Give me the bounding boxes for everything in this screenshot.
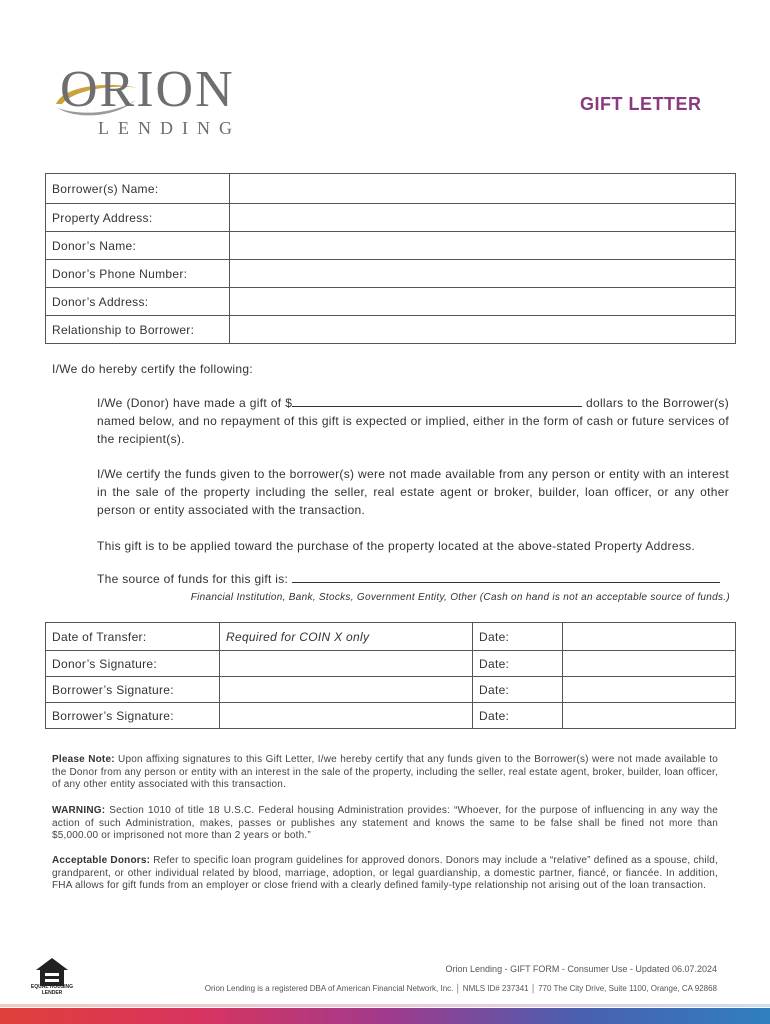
- table-row: [46, 260, 736, 288]
- borrower-info-table: [45, 173, 736, 344]
- property-address-field[interactable]: [230, 204, 736, 232]
- date-label: Date:: [473, 623, 563, 651]
- date-label: Date:: [473, 703, 563, 729]
- logo-wordmark: ORION: [60, 61, 235, 118]
- field-label: Donor’s Signature:: [46, 651, 220, 677]
- source-of-funds-hint: Financial Institution, Bank, Stocks, Government Entity, Other (Cash on hand is not an acceptable source of funds.): [190, 592, 730, 603]
- donor-address-field[interactable]: [230, 288, 736, 316]
- donor-phone-field[interactable]: [230, 260, 736, 288]
- field-label: Property Address:: [46, 204, 230, 232]
- date-field[interactable]: [563, 651, 736, 677]
- field-label: Borrower’s Signature:: [46, 703, 220, 729]
- borrower-name-field[interactable]: [230, 174, 736, 204]
- table-row: [46, 623, 736, 651]
- note-body: Upon affixing signatures to this Gift Letter, I/we hereby certify that any funds given to the Borrower(s) were not made available to the Donor from any person or entity with an interest in the sale of the property, including the seller, real estate agent, broker, builder, loan officer, of any other entity associated with this transaction.: [52, 754, 718, 790]
- gift-amount-prefix: I/We (Donor) have made a gift of $: [97, 396, 293, 410]
- logo-subtitle: LENDING: [98, 118, 241, 138]
- table-row: [46, 204, 736, 232]
- field-label: Relationship to Borrower:: [46, 316, 230, 344]
- orion-lending-logo: [52, 62, 292, 140]
- form-version-footer: Orion Lending - GIFT FORM - Consumer Use - Updated 06.07.2024: [445, 964, 717, 974]
- table-row: [46, 703, 736, 729]
- source-of-funds-label: The source of funds for this gift is:: [97, 572, 292, 586]
- equal-housing-label: EQUAL HOUSING LENDER: [30, 984, 74, 996]
- acceptable-donors-section: [52, 855, 718, 893]
- funds-certification-paragraph: I/We certify the funds given to the borrower(s) were not made available from any person or entity with an interest in the sale of the property including the seller, real estate agent or broker, builder, loan officer, or any other person or entity associated with the transaction.: [97, 467, 729, 517]
- field-label: Donor’s Name:: [46, 232, 230, 260]
- date-field[interactable]: [563, 677, 736, 703]
- source-of-funds-field[interactable]: [292, 571, 720, 583]
- footer-gradient-bar: [0, 1008, 770, 1024]
- date-label: Date:: [473, 651, 563, 677]
- donor-name-field[interactable]: [230, 232, 736, 260]
- table-row: [46, 316, 736, 344]
- date-label: Date:: [473, 677, 563, 703]
- company-info-footer: Orion Lending is a registered DBA of American Financial Network, Inc. │ NMLS ID# 237341 │ 770 The City Drive, Suite 1100, Orange, CA 92868: [204, 984, 717, 993]
- warning-body: Section 1010 of title 18 U.S.C. Federal housing Administration provides: “Whoever, for the purpose of influencing in any way the action of such Administration, makes, passes or publishes any statement and knows the same to be false shall be fined not more than $5,000.00 or imprisoned not more than 2 years or both.”: [52, 805, 718, 841]
- table-row: [46, 174, 736, 204]
- acceptable-donors-body: Refer to specific loan program guidelines for approved donors. Donors may include a “relative” defined as a spouse, child, grandparent, or other individual related by blood, marriage, adoption, or legal guardianship, a domestic partner, fiancé, or fiancée. In addition, FHA allows for gift funds from an employer or close friend with a clearly defined family-type relationship not arising out of the loan transaction.: [52, 855, 718, 891]
- gift-amount-suffix: dollars to the Borrower(s) named below, and no repayment of this gift is expected or implied, either in the form of cash or future services of the recipient(s).: [97, 396, 729, 446]
- document-title: GIFT LETTER: [580, 94, 702, 114]
- footer-gradient-highlight: [0, 1004, 770, 1007]
- certify-statement: I/We do hereby certify the following:: [52, 362, 253, 376]
- co-borrower-signature-field[interactable]: [220, 703, 473, 729]
- gift-amount-field[interactable]: [292, 395, 582, 407]
- field-label: Borrower’s Signature:: [46, 677, 220, 703]
- signature-table: [45, 622, 736, 729]
- field-label: Donor’s Phone Number:: [46, 260, 230, 288]
- field-label: Borrower(s) Name:: [46, 174, 230, 204]
- borrower-signature-field[interactable]: [220, 677, 473, 703]
- warning-heading: WARNING:: [52, 805, 106, 816]
- date-field[interactable]: [563, 623, 736, 651]
- table-row: [46, 677, 736, 703]
- table-row: [46, 651, 736, 677]
- gift-amount-paragraph: [97, 394, 729, 448]
- date-of-transfer-field[interactable]: Required for COIN X only: [220, 623, 473, 651]
- gift-application-paragraph: This gift is to be applied toward the purchase of the property located at the above-stated Property Address.: [97, 539, 696, 553]
- acceptable-donors-heading: Acceptable Donors:: [52, 855, 151, 866]
- date-field[interactable]: [563, 703, 736, 729]
- please-note-section: [52, 754, 718, 792]
- table-row: [46, 232, 736, 260]
- field-label: Donor’s Address:: [46, 288, 230, 316]
- warning-section: [52, 805, 718, 843]
- note-heading: Please Note:: [52, 754, 115, 765]
- relationship-field[interactable]: [230, 316, 736, 344]
- table-row: [46, 288, 736, 316]
- source-of-funds-line: [97, 570, 729, 588]
- field-label: Date of Transfer:: [46, 623, 220, 651]
- donor-signature-field[interactable]: [220, 651, 473, 677]
